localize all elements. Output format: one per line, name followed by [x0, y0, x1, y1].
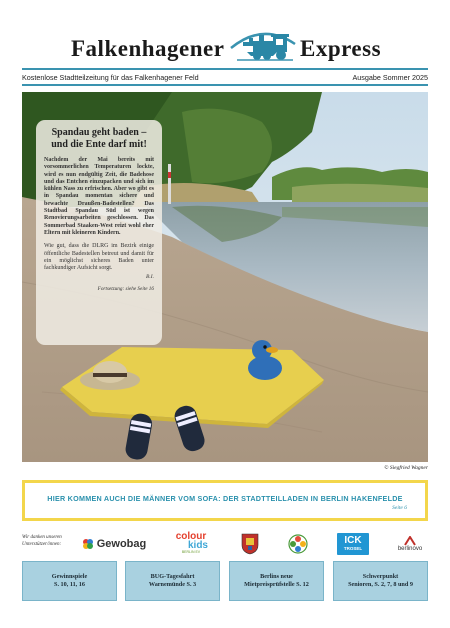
info-box-mietpreis[interactable] — [229, 561, 324, 601]
coat-of-arms-icon — [241, 533, 259, 555]
masthead-title-left: Falkenhagener — [71, 36, 225, 61]
banner-headline: HIER KOMMEN AUCH DIE MÄNNER VOM SOFA: DER STADTTEILLADEN IN BERLIN HAKENFELDE — [47, 494, 403, 503]
issue-label: Ausgabe Sommer 2025 — [352, 73, 428, 82]
banner-page: Seite 6 — [392, 505, 407, 511]
sponsor-thanks: Wir danken unseren Unterstützer/innen: — [22, 535, 62, 547]
info-box-line-2: Mietpreisprüfstelle S. 12 — [244, 581, 309, 588]
tagline: Kostenlose Stadtteilzeitung für das Falkenhagener Feld — [22, 73, 199, 82]
info-box-bug-tagesfahrt[interactable] — [125, 561, 220, 601]
headline-line-1: Spandau geht baden – — [51, 127, 147, 138]
info-box-line-2: Warnemünde S. 3 — [148, 581, 197, 588]
sponsor-ick-trosel[interactable] — [337, 533, 369, 555]
info-box-line-1: BUG-Tagesfahrt — [150, 573, 195, 580]
feature-lead: Nachdem der Mai bereits mit vorsommerlichen Temperaturen lockte, wird es nun endgültig Zeit, die Badehose und das Entchen einzupacken und sich im kühlen Nass zu erfrischen. Aber wo gibt es in Spandau momentan sichere und bewachte Draußen-Badestellen? Das Stadtbad Spandau Süd ist wegen Renovierungsarbeiten geschlossen. Das Sommerbad Staaken-West reizt wohl eher Eltern mit kleineren Kindern. — [44, 157, 154, 236]
sponsor-rosette[interactable] — [287, 533, 309, 555]
info-box-line-1: Berlins neue — [260, 573, 293, 580]
colour-kids-word-1: colour — [175, 531, 207, 542]
feature-headline — [44, 127, 154, 151]
masthead-rule-top — [22, 68, 428, 70]
masthead-rule-bottom — [22, 84, 428, 86]
masthead — [0, 18, 450, 70]
berlinovo-logo-icon — [403, 536, 417, 546]
info-box-line-2: S. 10, 11, 16 — [54, 581, 85, 588]
gewobag-logo-icon — [82, 538, 94, 550]
trosel-word: TROSEL — [343, 546, 363, 551]
feature-author: B.I. — [146, 274, 154, 281]
continued-note[interactable]: Fortsetzung: siehe Seite 16 — [97, 286, 154, 293]
gewobag-name: Gewobag — [96, 538, 147, 550]
teaser-banner[interactable] — [22, 480, 428, 521]
photo-credit: © Siegfried Wagner — [384, 465, 428, 471]
info-box-line-1: Schwerpunkt — [362, 573, 399, 580]
info-box-line-1: Gewinnspiele — [51, 573, 88, 580]
rosette-logo-icon — [288, 534, 308, 554]
colour-kids-word-2: kids — [187, 540, 208, 551]
sponsor-colour-kids[interactable] — [166, 530, 216, 556]
sponsor-berlinovo[interactable] — [392, 533, 428, 555]
info-box-gewinnspiele[interactable] — [22, 561, 117, 601]
info-box-senioren[interactable] — [333, 561, 428, 601]
colour-kids-sub: BERLIN EV — [181, 550, 201, 554]
info-box-line-2: Senioren, S. 2, 7, 8 und 9 — [348, 581, 413, 588]
feature-body: Wie gut, dass die DLRG im Bezirk einige öffentliche Badestellen betreut und damit für ein möglichst sicheres Baden unter fachkundiger Aufsicht sorgt. — [44, 243, 154, 272]
berlinovo-name: berlinovo — [397, 546, 423, 552]
feature-article — [36, 120, 162, 345]
steam-locomotive-icon — [229, 26, 297, 66]
ick-word: ICK — [344, 535, 362, 546]
masthead-title-right: Express — [300, 36, 382, 61]
sponsor-gewobag[interactable] — [80, 534, 148, 554]
sponsor-crest[interactable] — [240, 533, 260, 555]
headline-line-2: und die Ente darf mit! — [51, 139, 147, 150]
info-box-row — [22, 561, 428, 601]
